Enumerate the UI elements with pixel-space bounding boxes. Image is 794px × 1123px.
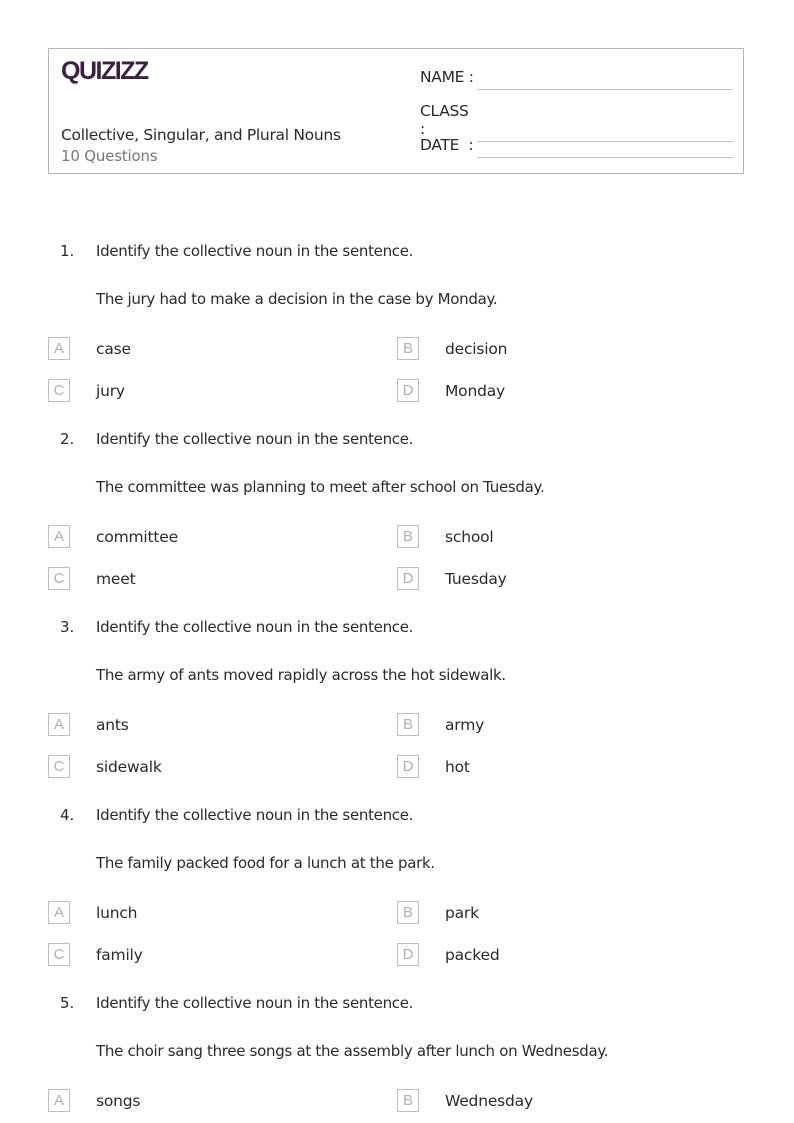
name-label: NAME : [420, 68, 474, 86]
option-c[interactable] [48, 379, 125, 402]
option-letter-box: A [48, 1089, 70, 1112]
option-a[interactable] [48, 1089, 141, 1112]
option-a[interactable] [48, 713, 129, 736]
option-text: decision [445, 339, 508, 358]
option-d[interactable] [397, 755, 470, 778]
option-text: ants [96, 715, 129, 734]
question-number: 2. [60, 430, 75, 448]
option-text: sidewalk [96, 757, 162, 776]
option-letter-box: D [397, 567, 419, 590]
option-text: hot [445, 757, 470, 776]
option-text: committee [96, 527, 178, 546]
question-prompt: Identify the collective noun in the sentence. [96, 994, 414, 1012]
option-letter-box: A [48, 713, 70, 736]
option-letter-box: D [397, 943, 419, 966]
option-text: Wednesday [445, 1091, 533, 1110]
option-text: park [445, 903, 479, 922]
question-prompt: Identify the collective noun in the sentence. [96, 806, 414, 824]
option-c[interactable] [48, 567, 136, 590]
question-number: 4. [60, 806, 75, 824]
option-text: family [96, 945, 143, 964]
question-sentence: The committee was planning to meet after school on Tuesday. [96, 478, 545, 496]
option-letter-box: A [48, 525, 70, 548]
question-prompt: Identify the collective noun in the sentence. [96, 242, 414, 260]
option-letter-box: B [397, 525, 419, 548]
option-text: meet [96, 569, 136, 588]
name-line[interactable] [477, 88, 733, 90]
quizizz-logo: QUIZIZZ [61, 57, 148, 85]
option-letter-box: C [48, 755, 70, 778]
option-b[interactable] [397, 901, 479, 924]
question-prompt: Identify the collective noun in the sentence. [96, 430, 414, 448]
option-text: lunch [96, 903, 138, 922]
date-field[interactable] [420, 136, 476, 154]
option-d[interactable] [397, 567, 507, 590]
option-letter-box: A [48, 337, 70, 360]
option-letter-box: B [397, 337, 419, 360]
date-line[interactable] [477, 156, 733, 158]
date-label: DATE : [420, 136, 474, 154]
question-sentence: The choir sang three songs at the assembly after lunch on Wednesday. [96, 1042, 609, 1060]
option-letter-box: C [48, 379, 70, 402]
option-text: songs [96, 1091, 141, 1110]
option-text: jury [96, 381, 125, 400]
option-letter-box: C [48, 567, 70, 590]
question-prompt: Identify the collective noun in the sentence. [96, 618, 414, 636]
worksheet-title: Collective, Singular, and Plural Nouns [61, 126, 341, 144]
option-text: school [445, 527, 494, 546]
option-b[interactable] [397, 713, 485, 736]
option-letter-box: A [48, 901, 70, 924]
option-c[interactable] [48, 755, 162, 778]
option-text: Monday [445, 381, 505, 400]
question-number: 1. [60, 242, 75, 260]
option-letter-box: D [397, 755, 419, 778]
question-count: 10 Questions [61, 147, 158, 165]
question-number: 3. [60, 618, 75, 636]
option-letter-box: B [397, 901, 419, 924]
question-sentence: The jury had to make a decision in the case by Monday. [96, 290, 498, 308]
option-b[interactable] [397, 1089, 533, 1112]
option-b[interactable] [397, 337, 508, 360]
option-d[interactable] [397, 943, 500, 966]
class-line[interactable] [477, 140, 733, 142]
option-a[interactable] [48, 901, 138, 924]
name-field[interactable] [420, 68, 476, 86]
option-a[interactable] [48, 525, 178, 548]
option-c[interactable] [48, 943, 143, 966]
option-letter-box: C [48, 943, 70, 966]
question-number: 5. [60, 994, 75, 1012]
option-letter-box: B [397, 713, 419, 736]
option-text: Tuesday [445, 569, 507, 588]
class-label: CLASS : [420, 102, 469, 138]
option-b[interactable] [397, 525, 494, 548]
option-letter-box: B [397, 1089, 419, 1112]
option-letter-box: D [397, 379, 419, 402]
option-text: army [445, 715, 485, 734]
option-text: case [96, 339, 131, 358]
question-sentence: The family packed food for a lunch at the park. [96, 854, 435, 872]
option-a[interactable] [48, 337, 131, 360]
question-sentence: The army of ants moved rapidly across the hot sidewalk. [96, 666, 506, 684]
class-field[interactable] [420, 102, 476, 138]
worksheet-header [48, 48, 744, 174]
option-d[interactable] [397, 379, 505, 402]
option-text: packed [445, 945, 500, 964]
